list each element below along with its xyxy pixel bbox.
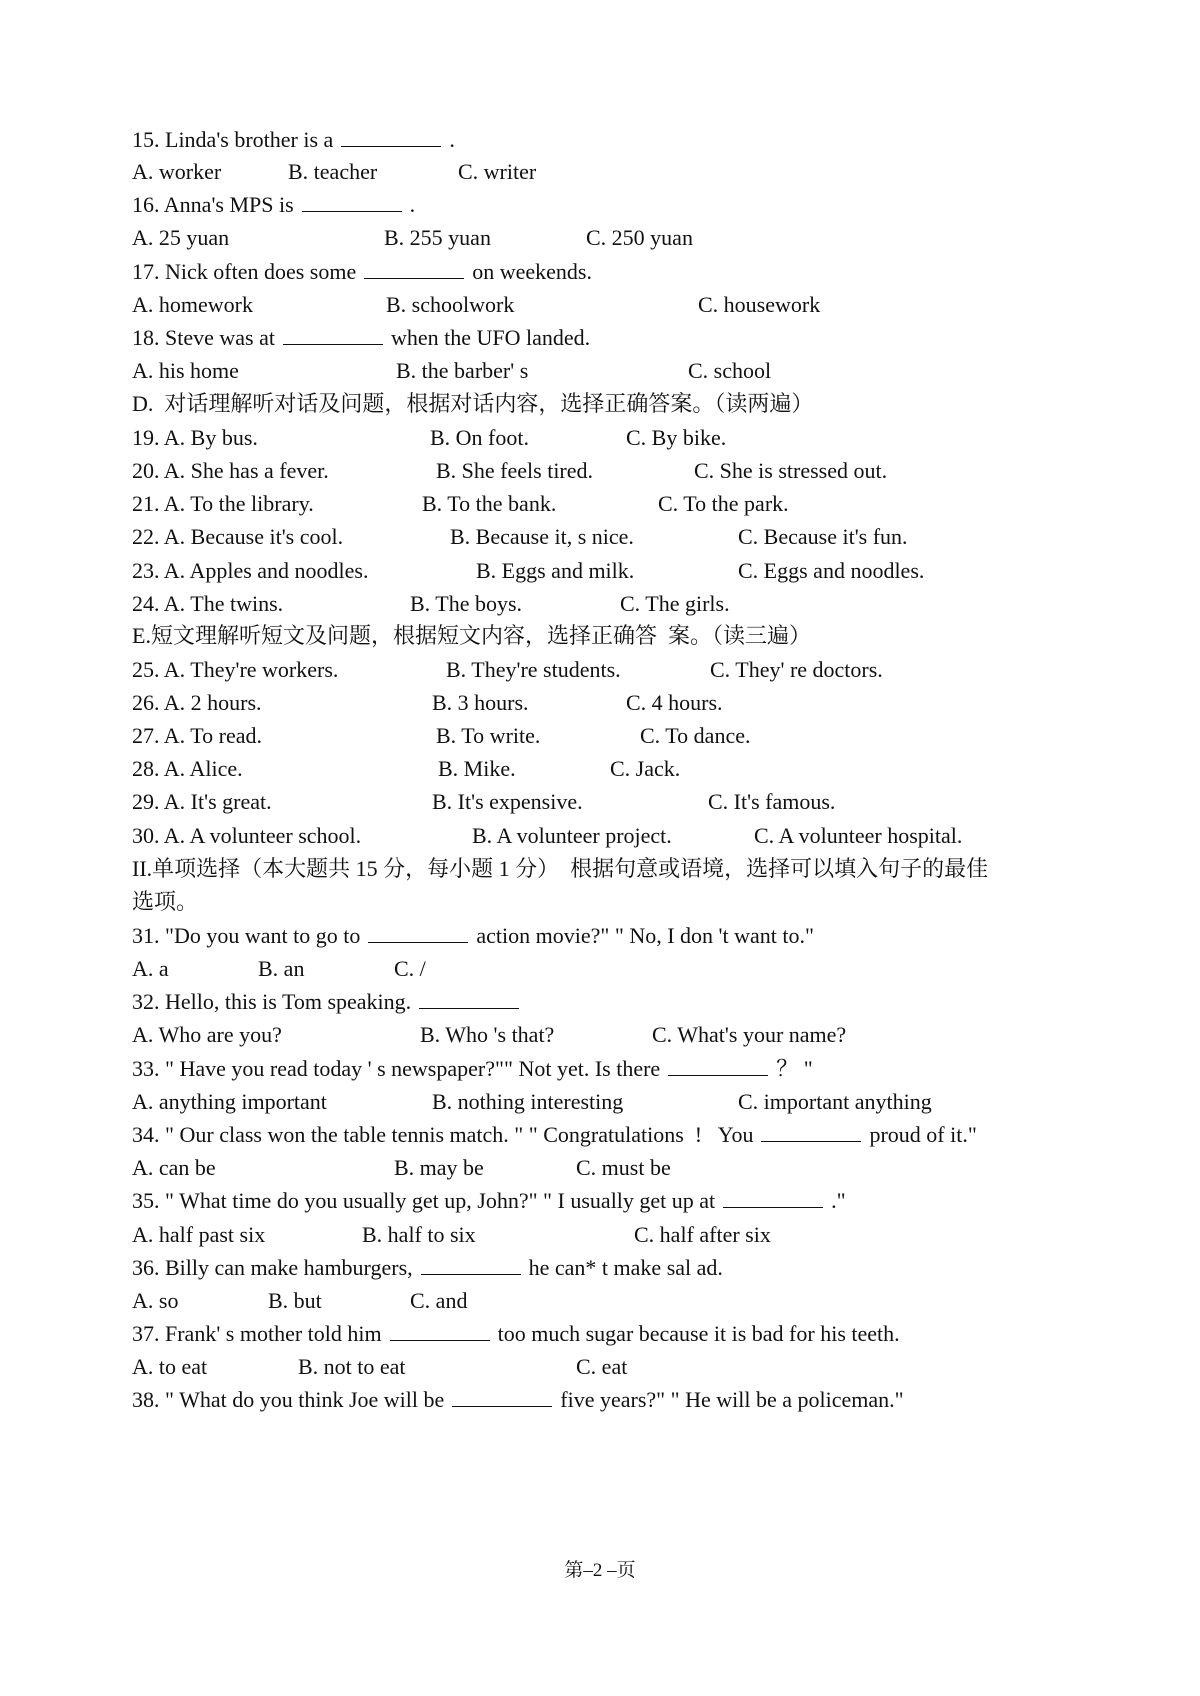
question-16	[132, 191, 415, 219]
option-a: A. 25 yuan	[132, 225, 230, 250]
question-text: 37. Frank' s mother told him	[132, 1321, 382, 1346]
option-a: 21. A. To the library.	[132, 491, 314, 516]
question-text: ？ "	[776, 1056, 813, 1081]
option-b: B. 3 hours.	[432, 690, 529, 715]
section-ii-heading-cont: 选项。	[132, 889, 199, 914]
option-a: A. his home	[132, 358, 239, 383]
option-a: A. worker	[132, 159, 222, 184]
page-number: 第–2 –页	[564, 1560, 636, 1581]
option-c: C. housework	[698, 292, 821, 317]
option-b: B. may be	[394, 1155, 484, 1180]
answer-blank	[368, 924, 468, 943]
option-b: B. not to eat	[298, 1354, 406, 1379]
option-a: 20. A. She has a fever.	[132, 458, 329, 483]
option-c: C. must be	[576, 1155, 671, 1180]
question-text: .	[409, 192, 416, 217]
option-c: C. half after six	[634, 1222, 771, 1247]
option-a: 28. A. Alice.	[132, 756, 243, 781]
option-b: B. A volunteer project.	[472, 823, 672, 848]
question-17	[132, 258, 592, 286]
option-c: C. It's famous.	[708, 789, 836, 814]
question-text: proud of it."	[869, 1122, 977, 1147]
option-c: C. She is stressed out.	[694, 458, 888, 483]
answer-blank	[364, 260, 464, 279]
option-a: 23. A. Apples and noodles.	[132, 558, 369, 583]
option-c: C. To dance.	[640, 723, 751, 748]
option-b: B. Because it, s nice.	[450, 524, 634, 549]
question-38	[132, 1386, 904, 1414]
option-c: C. What's your name?	[652, 1022, 847, 1047]
question-15	[132, 126, 455, 154]
answer-blank	[452, 1388, 552, 1407]
option-c: C. eat	[576, 1354, 628, 1379]
question-text: .	[449, 127, 455, 152]
question-text: 35. " What time do you usually get up, John?" " I usually get up at	[132, 1188, 716, 1213]
option-c: C. Jack.	[610, 756, 681, 781]
option-b: B. To write.	[436, 723, 541, 748]
question-text: 16. Anna's MPS is	[132, 192, 294, 217]
option-b: B. On foot.	[430, 425, 529, 450]
question-text: 17. Nick often does some	[132, 259, 357, 284]
option-b: B. teacher	[288, 159, 378, 184]
option-c: C. The girls.	[620, 591, 730, 616]
option-c: C. To the park.	[658, 491, 789, 516]
answer-blank	[302, 193, 402, 212]
option-a: 19. A. By bus.	[132, 425, 258, 450]
question-text: 38. " What do you think Joe will be	[132, 1387, 445, 1412]
question-text: action movie?" " No, I don 't want to."	[476, 923, 814, 948]
question-18	[132, 324, 590, 352]
option-c: C. They' re doctors.	[710, 657, 883, 682]
option-a: A. half past six	[132, 1222, 266, 1247]
section-e-heading: E.短文理解听短文及问题，根据短文内容，选择正确答 案。（读三遍）	[132, 623, 811, 648]
option-c: C. 4 hours.	[626, 690, 723, 715]
question-text: ."	[831, 1188, 846, 1213]
option-a: 27. A. To read.	[132, 723, 263, 748]
option-b: B. She feels tired.	[436, 458, 594, 483]
option-b: B. the barber' s	[396, 358, 529, 383]
section-ii-heading: II.单项选择（本大题共 15 分，每小题 1 分） 根据句意或语境，选择可以填入句子的最佳	[132, 856, 989, 881]
question-35	[132, 1187, 846, 1215]
option-c: C. /	[394, 956, 426, 981]
option-b: B. Mike.	[438, 756, 516, 781]
option-c: C. By bike.	[626, 425, 727, 450]
option-b: B. 255 yuan	[384, 225, 491, 250]
question-text: when the UFO landed.	[390, 325, 591, 350]
option-a: A. so	[132, 1288, 179, 1313]
question-33	[132, 1055, 813, 1083]
option-a: 29. A. It's great.	[132, 789, 272, 814]
question-32	[132, 988, 527, 1016]
option-a: A. can be	[132, 1155, 216, 1180]
answer-blank	[761, 1123, 861, 1142]
question-text: too much sugar because it is bad for his teeth.	[497, 1321, 900, 1346]
question-31	[132, 922, 814, 950]
question-text: 18. Steve was at	[132, 325, 275, 350]
option-b: B. The boys.	[410, 591, 523, 616]
option-b: B. Who 's that?	[420, 1022, 555, 1047]
answer-blank	[419, 990, 519, 1009]
option-b: B. half to six	[362, 1222, 476, 1247]
question-text: he can* t make sal ad.	[528, 1255, 723, 1280]
option-b: B. To the bank.	[422, 491, 557, 516]
option-a: A. Who are you?	[132, 1022, 282, 1047]
option-c: C. Eggs and noodles.	[738, 558, 925, 583]
option-c: C. writer	[458, 159, 537, 184]
option-c: C. 250 yuan	[586, 225, 693, 250]
option-b: B. It's expensive.	[432, 789, 583, 814]
question-37	[132, 1320, 900, 1348]
option-b: B. They're students.	[446, 657, 621, 682]
answer-blank	[390, 1322, 490, 1341]
question-text: 31. "Do you want to go to	[132, 923, 361, 948]
answer-blank	[668, 1057, 768, 1076]
question-text: 36. Billy can make hamburgers,	[132, 1255, 413, 1280]
option-a: A. anything important	[132, 1089, 327, 1114]
question-text: 32. Hello, this is Tom speaking.	[132, 989, 412, 1014]
question-text: 34. " Our class won the table tennis match. " " Congratulations ! You	[132, 1122, 754, 1147]
option-a: 24. A. The twins.	[132, 591, 284, 616]
question-text: five years?" " He will be a policeman."	[560, 1387, 904, 1412]
section-d-heading: D. 对话理解听对话及问题，根据对话内容，选择正确答案。（读两遍）	[132, 391, 814, 416]
option-b: B. Eggs and milk.	[476, 558, 635, 583]
option-c: C. important anything	[738, 1089, 932, 1114]
option-c: C. school	[688, 358, 772, 383]
option-a: A. a	[132, 956, 169, 981]
option-a: 25. A. They're workers.	[132, 657, 339, 682]
question-text: 15. Linda's brother is a	[132, 127, 334, 152]
question-text: on weekends.	[472, 259, 592, 284]
option-c: C. and	[410, 1288, 468, 1313]
option-a: A. to eat	[132, 1354, 208, 1379]
answer-blank	[723, 1189, 823, 1208]
answer-blank	[341, 128, 441, 147]
option-a: 22. A. Because it's cool.	[132, 524, 344, 549]
option-a: A. homework	[132, 292, 253, 317]
option-c: C. Because it's fun.	[738, 524, 908, 549]
option-c: C. A volunteer hospital.	[754, 823, 963, 848]
question-36	[132, 1254, 723, 1282]
question-34	[132, 1121, 977, 1149]
option-b: B. nothing interesting	[432, 1089, 624, 1114]
option-a: 30. A. A volunteer school.	[132, 823, 362, 848]
option-a: 26. A. 2 hours.	[132, 690, 262, 715]
option-b: B. an	[258, 956, 305, 981]
answer-blank	[421, 1256, 521, 1275]
option-b: B. but	[268, 1288, 322, 1313]
question-text: 33. " Have you read today ' s newspaper?"" Not yet. Is there	[132, 1056, 661, 1081]
option-b: B. schoolwork	[386, 292, 515, 317]
answer-blank	[283, 326, 383, 345]
